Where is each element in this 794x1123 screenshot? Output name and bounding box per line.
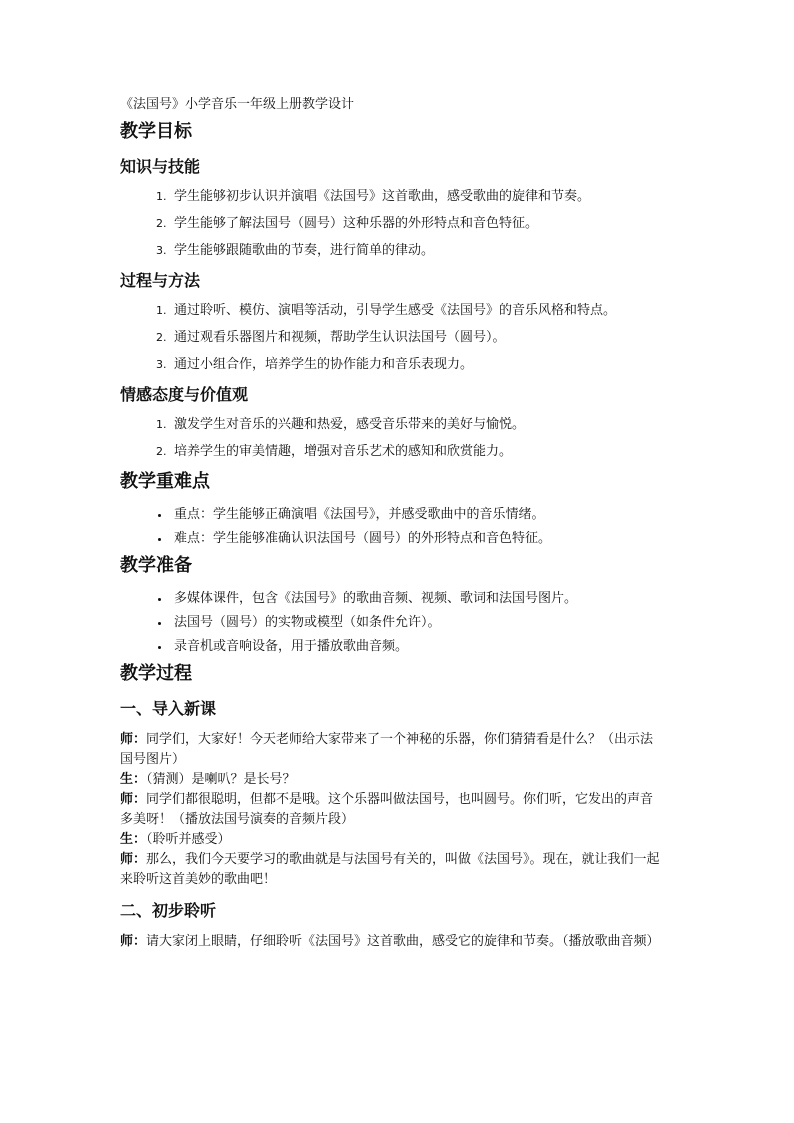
dialogue-line — [120, 770, 666, 790]
emotion-list — [120, 416, 666, 461]
list-item: 3. 学生能够跟随歌曲的节奏，进行简单的律动。 — [170, 242, 666, 260]
document-page — [120, 96, 666, 952]
process-list — [120, 302, 666, 374]
keypoints-list — [120, 506, 666, 548]
preparation-list — [120, 590, 666, 656]
speaker-label: 生： — [120, 772, 147, 787]
heading-preparation: 教学准备 — [120, 555, 192, 576]
list-item: 1. 激发学生对音乐的兴趣和热爱，感受音乐带来的美好与愉悦。 — [170, 416, 666, 434]
dialogue-line — [120, 830, 666, 850]
speaker-label: 生： — [120, 832, 147, 847]
list-item: 2. 学生能够了解法国号（圆号）这种乐器的外形特点和音色特征。 — [170, 215, 666, 233]
heading-objectives: 教学目标 — [120, 121, 192, 142]
dialogue-line — [120, 790, 666, 830]
heading-intro: 一、导入新课 — [120, 699, 217, 718]
intro-dialogue — [120, 730, 666, 890]
document-title: 《法国号》小学音乐一年级上册教学设计 — [120, 97, 355, 112]
list-item: • 法国号（圆号）的实物或模型（如条件允许）。 — [170, 614, 666, 632]
list-item: • 难点：学生能够准确认识法国号（圆号）的外形特点和音色特征。 — [170, 530, 666, 548]
heading-initial-listening: 二、初步聆听 — [120, 901, 217, 920]
heading-emotion-values: 情感态度与价值观 — [120, 385, 249, 404]
dialogue-text: 同学们，大家好！今天老师给大家带来了一个神秘的乐器，你们猜猜看是什么？（出示法国号图片） — [120, 732, 654, 767]
dialogue-text: 请大家闭上眼睛，仔细聆听《法国号》这首歌曲，感受它的旋律和节奏。（播放歌曲音频） — [146, 934, 660, 949]
heading-keypoints: 教学重难点 — [120, 471, 210, 492]
list-item: • 录音机或音响设备，用于播放歌曲音频。 — [170, 638, 666, 656]
dialogue-text: （聆听并感受） — [146, 832, 231, 847]
list-item: • 多媒体课件，包含《法国号》的歌曲音频、视频、歌词和法国号图片。 — [170, 590, 666, 608]
speaker-label: 师： — [120, 732, 147, 747]
dialogue-line — [120, 932, 666, 952]
dialogue-text: （猜测）是喇叭？是长号？ — [146, 772, 296, 787]
knowledge-list — [120, 188, 666, 260]
dialogue-line — [120, 850, 666, 890]
dialogue-line — [120, 730, 666, 770]
speaker-label: 师： — [120, 792, 147, 807]
heading-procedure: 教学过程 — [120, 663, 192, 684]
speaker-label: 师： — [120, 934, 147, 949]
dialogue-text: 那么，我们今天要学习的歌曲就是与法国号有关的，叫做《法国号》。现在，就让我们一起来聆听这首美妙的歌曲吧！ — [120, 852, 660, 887]
list-item: 1. 通过聆听、模仿、演唱等活动，引导学生感受《法国号》的音乐风格和特点。 — [170, 302, 666, 320]
speaker-label: 师： — [120, 852, 147, 867]
listen-dialogue — [120, 932, 666, 952]
heading-knowledge-skills: 知识与技能 — [120, 157, 201, 176]
list-item: 3. 通过小组合作，培养学生的协作能力和音乐表现力。 — [170, 356, 666, 374]
dialogue-text: 同学们都很聪明，但都不是哦。这个乐器叫做法国号，也叫圆号。你们听，它发出的声音多美呀！（播放法国号演奏的音频片段） — [120, 792, 654, 827]
list-item: 1. 学生能够初步认识并演唱《法国号》这首歌曲，感受歌曲的旋律和节奏。 — [170, 188, 666, 206]
heading-process-methods: 过程与方法 — [120, 271, 201, 290]
list-item: • 重点：学生能够正确演唱《法国号》，并感受歌曲中的音乐情绪。 — [170, 506, 666, 524]
list-item: 2. 培养学生的审美情趣，增强对音乐艺术的感知和欣赏能力。 — [170, 443, 666, 461]
list-item: 2. 通过观看乐器图片和视频，帮助学生认识法国号（圆号）。 — [170, 329, 666, 347]
